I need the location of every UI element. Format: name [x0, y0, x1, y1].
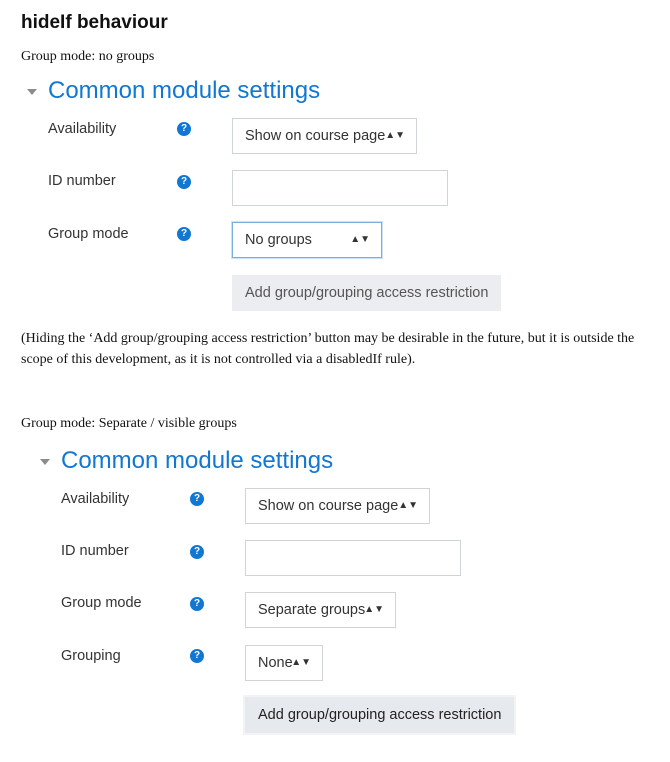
grouping-select[interactable] [245, 645, 323, 681]
availability-select[interactable] [245, 488, 430, 524]
id-number-label: ID number [48, 173, 116, 189]
availability-label: Availability [61, 491, 130, 507]
caption-separate-groups: Group mode: Separate / visible groups [21, 416, 237, 431]
group-mode-value: Separate groups [258, 602, 366, 618]
group-mode-label: Group mode [48, 226, 129, 242]
sort-arrows-icon: ▲▼ [364, 604, 384, 615]
help-icon[interactable]: ? [177, 227, 191, 241]
help-icon[interactable]: ? [190, 649, 204, 663]
availability-value: Show on course page [258, 498, 399, 514]
availability-label: Availability [48, 121, 117, 137]
chevron-down-icon[interactable] [40, 459, 50, 465]
id-number-input[interactable] [245, 540, 461, 576]
help-icon[interactable]: ? [177, 175, 191, 189]
id-number-input[interactable] [232, 170, 448, 206]
group-mode-select[interactable] [232, 222, 382, 258]
sort-arrows-icon: ▲▼ [350, 234, 370, 245]
section-title[interactable]: Common module settings [61, 447, 334, 474]
caption-no-groups: Group mode: no groups [21, 49, 155, 64]
add-restriction-button[interactable]: Add group/grouping access restriction [232, 275, 501, 311]
group-mode-select[interactable] [245, 592, 396, 628]
group-mode-value: No groups [245, 232, 312, 248]
page-title: hideIf behaviour [21, 12, 168, 33]
help-icon[interactable]: ? [190, 545, 204, 559]
help-icon[interactable]: ? [190, 597, 204, 611]
sort-arrows-icon: ▲▼ [385, 130, 405, 141]
chevron-down-icon[interactable] [27, 89, 37, 95]
grouping-label: Grouping [61, 648, 121, 664]
note-text: (Hiding the ‘Add group/grouping access restriction’ button may be desirable in the future, but it is outside the scope of this development, as it is not controlled via a disabledIf rule). [21, 331, 635, 367]
availability-select[interactable] [232, 118, 417, 154]
sort-arrows-icon: ▲▼ [291, 657, 311, 668]
help-icon[interactable]: ? [177, 122, 191, 136]
availability-value: Show on course page [245, 128, 386, 144]
group-mode-label: Group mode [61, 595, 142, 611]
grouping-value: None [258, 655, 293, 671]
id-number-label: ID number [61, 543, 129, 559]
help-icon[interactable]: ? [190, 492, 204, 506]
sort-arrows-icon: ▲▼ [398, 500, 418, 511]
add-restriction-button[interactable]: Add group/grouping access restriction [245, 697, 514, 733]
section-title[interactable]: Common module settings [48, 77, 321, 104]
